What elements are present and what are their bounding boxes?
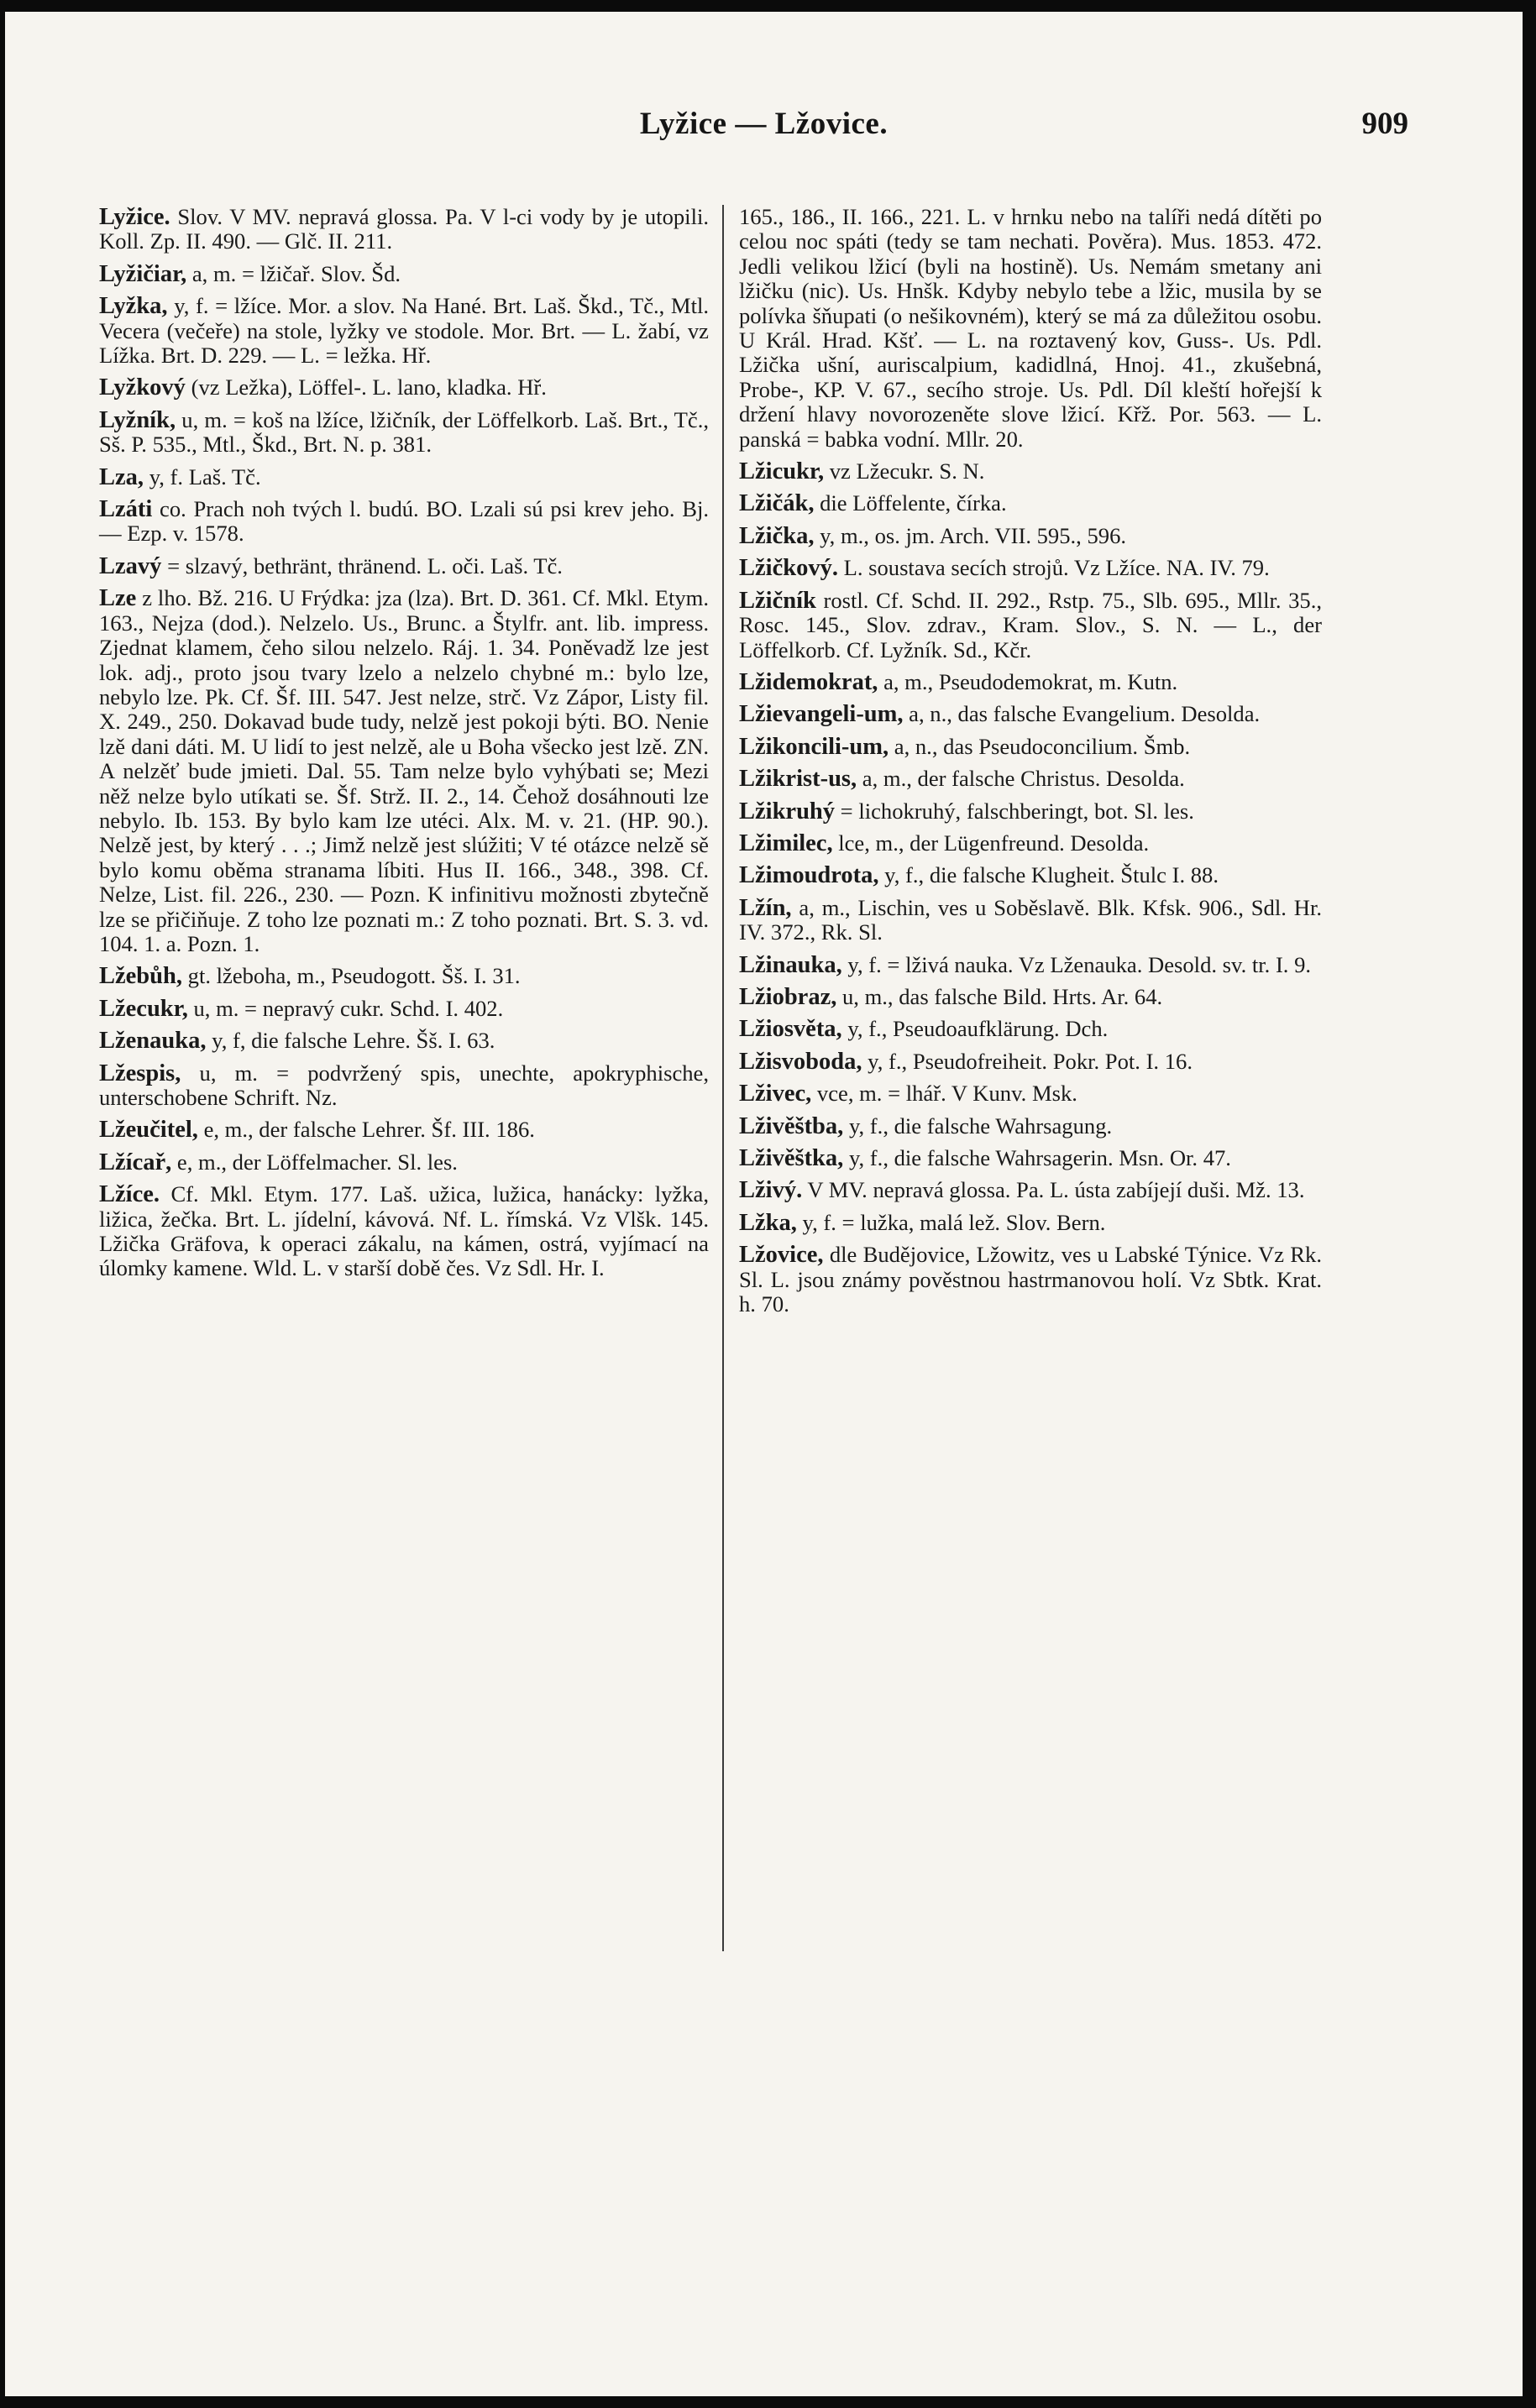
dictionary-entry [99, 964, 709, 988]
entry-headword: Lžicukr, [739, 458, 825, 485]
dictionary-entry [739, 670, 1322, 694]
entry-text: z lho. Bž. 216. U Frýdka: jza (lza). Brt. D. 361. Cf. Mkl. Etym. 163., Nejza (dod.). Nelzelo. Us., Brunc. a Štylfr. ant. lib. impress. Zjednat klamem, čeho silou nelzelo. Ráj. 1. 34. Poněvadž lze jest lok. adj., proto jsou tvary lzelo a nelzelo chybné m.: bylo lze, nebylo lze. Pk. Cf. Šf. III. 547. Jest nelze, strč. Vz Zápor, Listy fil. X. 249., 250. Dokavad bude tudy, nelzě jest pokoji býti. BO. Nenie lzě dani dáti. M. U lidí to jest nelzě, ale u Boha všecko jest lzě. ZN. A nelzěť bude jmieti. Dal. 55. Tam nelze bylo vyhýbati se; Mezi něž nelze bylo utíkati se. Šf. Strž. II. 2., 14. Čehož dosáhnouti lze nebylo. Ib. 153. By bylo kam lze utéci. Alx. M. v. 21. (HP. 90.). Nelzě jest, by který . . .; Jimž nelzě jest slúžiti; V té otázce nelzě sě bylo komu oběma stranama líbiti. Hus II. 166., 348., 398. Cf. Nelze, List. fil. 226., 230. — Pozn. K infinitivu možnosti zbytečně lze se přičiňuje. Z toho lze poznati m.: Z toho poznati. Brt. S. 3. vd. 104. 1. a. Pozn. 1. [99, 585, 709, 956]
entry-text: y, f., die falsche Wahrsagung. [843, 1112, 1113, 1139]
dictionary-entry [99, 375, 709, 400]
entry-text: y, f., Pseudoaufklärung. Dch. [841, 1016, 1109, 1042]
dictionary-entry [739, 985, 1322, 1009]
entry-headword: Lžícař, [99, 1149, 172, 1175]
entry-text: gt. lžeboha, m., Pseudogott. Šš. I. 31. [182, 963, 521, 989]
entry-text: vz Lžecukr. S. N. [824, 458, 985, 484]
dictionary-entry [739, 491, 1322, 516]
entry-headword: Lžievangeli-um, [739, 701, 904, 728]
dictionary-entry [739, 1017, 1322, 1041]
entry-headword: Lživěštka, [739, 1145, 844, 1171]
entry-text: lce, m., der Lügenfreund. Desolda. [832, 830, 1150, 856]
entry-headword: Lžíce. [99, 1181, 160, 1208]
dictionary-entry [739, 459, 1322, 484]
page-number: 909 [1361, 107, 1408, 141]
dictionary-entry [739, 1146, 1322, 1170]
page-header [5, 106, 1523, 156]
entry-headword: Lžičák, [739, 490, 815, 517]
dictionary-entry [739, 702, 1322, 726]
entry-headword: Lyžník, [99, 406, 176, 433]
dictionary-entry [739, 896, 1322, 945]
entry-headword: Lžičník [739, 587, 816, 614]
dictionary-entry [99, 408, 709, 458]
dictionary-entry [99, 465, 709, 489]
running-title: Lyžice — Lžovice. [639, 107, 889, 141]
entry-text: a, m., Lischin, ves u Soběslavě. Blk. Kfsk. 906., Sdl. Hr. IV. 372., Rk. Sl. [739, 894, 1322, 945]
entry-headword: Lžebůh, [99, 963, 182, 990]
entry-headword: Lžecukr, [99, 995, 188, 1022]
entry-text: y, f., Pseudofreiheit. Pokr. Pot. I. 16. [862, 1048, 1193, 1074]
entry-headword: Lžín, [739, 894, 792, 921]
entry-text: y, f, die falsche Lehre. Šš. I. 63. [206, 1028, 495, 1054]
entry-text: u, m. = podvržený spis, unechte, apokryphische, unterschobene Schrift. Nz. [99, 1060, 709, 1110]
entry-headword: Lžka, [739, 1209, 797, 1236]
entry-headword: Lžespis, [99, 1060, 181, 1086]
entry-headword: Lžičkový. [739, 555, 838, 582]
entry-text: V MV. nepravá glossa. Pa. L. ústa zabíjejí duši. Mž. 13. [802, 1177, 1305, 1203]
entry-headword: Lžička, [739, 522, 815, 549]
entry-headword: Lžinauka, [739, 951, 842, 978]
dictionary-page [5, 12, 1523, 2396]
entry-text: y, f., die falsche Wahrsagerin. Msn. Or. 47. [843, 1145, 1231, 1170]
dictionary-entry [739, 767, 1322, 791]
dictionary-entry [739, 863, 1322, 887]
entry-headword: Lžikrist-us, [739, 766, 857, 793]
left-column [99, 205, 709, 1281]
dictionary-entry [99, 294, 709, 368]
entry-headword: Lyžkový [99, 374, 186, 401]
entry-text: = lichokruhý, falschberingt, bot. Sl. les. [835, 798, 1194, 824]
entry-text: y, f., die falsche Klugheit. Štulc I. 88. [878, 862, 1219, 888]
entry-headword: Lza, [99, 463, 144, 490]
entry-headword: Lze [99, 585, 137, 612]
entry-text: co. Prach noh tvých l. budú. BO. Lzali sú psi krev jeho. Bj. — Ezp. v. 1578. [99, 496, 709, 547]
dictionary-entry [739, 1081, 1322, 1106]
dictionary-entry [739, 1243, 1322, 1317]
entry-headword: Lženauka, [99, 1028, 207, 1055]
entry-headword: Lživěštba, [739, 1112, 844, 1139]
dictionary-entry [99, 262, 709, 286]
entry-text: u, m. = nepravý cukr. Schd. I. 402. [187, 995, 504, 1021]
dictionary-entry [99, 1182, 709, 1281]
entry-text: y, f. = lužka, malá lež. Slov. Bern. [796, 1209, 1106, 1235]
entry-headword: Lžimilec, [739, 830, 833, 856]
entry-headword: Lzavý [99, 552, 162, 579]
entry-headword: Lyžice. [99, 204, 170, 230]
entry-text: a, n., das falsche Evangelium. Desolda. [903, 701, 1261, 727]
entry-headword: Lžikruhý [739, 798, 836, 824]
entry-text: a, m., der falsche Christus. Desolda. [857, 766, 1185, 792]
dictionary-entry [99, 586, 709, 956]
entry-headword: Lživý. [739, 1177, 803, 1204]
entry-headword: Lžidemokrat, [739, 668, 878, 695]
dictionary-entry [739, 1178, 1322, 1202]
dictionary-entry [99, 1029, 709, 1053]
dictionary-entry [739, 524, 1322, 548]
dictionary-entry [99, 1150, 709, 1175]
entry-text: a, m., Pseudodemokrat, m. Kutn. [878, 668, 1178, 694]
entry-text: L. soustava secích strojů. Vz Lžíce. NA. IV. 79. [837, 555, 1270, 581]
entry-headword: Lžovice, [739, 1242, 824, 1269]
entry-text: Cf. Mkl. Etym. 177. Laš. užica, lužica, hanácky: lyžka, ližica, žečka. Brt. L. jídelní, kávová. Nf. L. římská. Vz Vlšk. 145. Lžička Gräfova, k operaci zákalu, na kámen, ostrá, vyjímací na úlomky kamene. Wld. L. v starší době čes. Vz Sdl. Hr. I. [99, 1181, 709, 1281]
entry-text: a, n., das Pseudoconcilium. Šmb. [889, 733, 1191, 759]
dictionary-entry [739, 1050, 1322, 1074]
entry-text: y, f. Laš. Tč. [144, 463, 261, 489]
entry-headword: Lyžičiar, [99, 260, 187, 287]
entry-text: y, f. = lžíce. Mor. a slov. Na Hané. Brt. Laš. Škd., Tč., Mtl. Vecera (večeře) na stole, lyžky ve stodole. Mor. Brt. — L. žabí, vz Lížka. Brt. D. 229. — L. = ležka. Hř. [99, 293, 709, 369]
entry-headword: Lžeučitel, [99, 1117, 198, 1144]
entry-text: a, m. = lžičař. Slov. Šd. [186, 260, 401, 286]
dictionary-entry [99, 1118, 709, 1142]
entry-headword: Lžisvoboda, [739, 1048, 862, 1075]
entry-text: (vz Ležka), Löffel-. L. lano, kladka. Hř. [185, 374, 547, 400]
entry-text: e, m., der Löffelmacher. Sl. les. [171, 1149, 458, 1175]
entry-headword: Lzáti [99, 496, 153, 523]
entry-headword: Lžimoudrota, [739, 862, 879, 889]
entry-headword: Lyžka, [99, 293, 168, 320]
column-divider [722, 205, 724, 1951]
dictionary-entry [99, 497, 709, 547]
dictionary-entry [739, 831, 1322, 856]
entry-text: Slov. V MV. nepravá glossa. Pa. V l-ci vody by je utopili. Koll. Zp. II. 490. — Glč. II. 211. [99, 204, 709, 254]
entry-text: u, m. = koš na lžíce, lžičník, der Löffelkorb. Laš. Brt., Tč., Sš. P. 535., Mtl., Škd., Brt. N. p. 381. [99, 406, 709, 458]
dictionary-entry [739, 735, 1322, 759]
dictionary-entry [739, 205, 1322, 452]
entry-text: dle Budějovice, Lžowitz, ves u Labské Týnice. Vz Rk. Sl. L. jsou známy pověstnou hastrmanovou holí. Vz Sbtk. Krat. h. 70. [739, 1242, 1322, 1317]
dictionary-entry [99, 997, 709, 1021]
entry-headword: Lžiobraz, [739, 983, 837, 1010]
dictionary-entry [739, 799, 1322, 824]
entry-text: = slzavý, bethränt, thränend. L. oči. Laš. Tč. [161, 552, 563, 578]
entry-text: y, m., os. jm. Arch. VII. 595., 596. [814, 522, 1127, 548]
dictionary-entry [739, 1211, 1322, 1235]
entry-text: e, m., der falsche Lehrer. Šf. III. 186. [197, 1117, 535, 1143]
entry-text: y, f. = lživá nauka. Vz Lženauka. Desold. sv. tr. I. 9. [841, 951, 1312, 977]
entry-text: vce, m. = lhář. V Kunv. Msk. [811, 1081, 1077, 1107]
entry-headword: Lžiosvěta, [739, 1016, 842, 1043]
dictionary-entry [739, 589, 1322, 662]
dictionary-entry [739, 953, 1322, 977]
entry-text: rostl. Cf. Schd. II. 292., Rstp. 75., Slb. 695., Mllr. 35., Rosc. 145., Slov. zdrav., Kram. Slov., S. N. — L., der Löffelkorb. Cf. Lyžník. Sd., Kčr. [739, 587, 1322, 662]
entry-text: u, m., das falsche Bild. Hrts. Ar. 64. [836, 983, 1163, 1009]
right-column [739, 205, 1322, 1317]
entry-headword: Lžikoncili-um, [739, 733, 889, 760]
entry-text: 165., 186., II. 166., 221. L. v hrnku nebo na talíři nedá dítěti po celou noc spáti (tedy se tam nechati. Pověra). Mus. 1853. 472. Jedli velikou lžicí (byli na hostině). Us. Nemám smetany ani lžičku (nic). Us. Hnšk. Kdyby nebylo tebe a lžic, musila by se polívka šňupati (o nešikovném), který se má za důležitou osobu. U Král. Hrad. Kšť. — L. na roztavený kov, Guss-. Us. Pdl. Lžička ušní, auriscalpium, kadidlná, Hnoj. 41., zkušebná, Probe-, KP. V. 67., secího stroje. Us. Pdl. Díl kleští hořejší k držení hlavy novorozeněte slove lžicí. Křž. Por. 563. — L. panská = babka vodní. Mllr. 20. [739, 204, 1322, 452]
dictionary-entry [99, 205, 709, 254]
dictionary-entry [99, 554, 709, 578]
dictionary-entry [739, 1114, 1322, 1139]
entry-text: die Löffelente, čírka. [814, 490, 1007, 516]
dictionary-entry [99, 1061, 709, 1111]
entry-headword: Lživec, [739, 1081, 812, 1107]
dictionary-entry [739, 556, 1322, 580]
